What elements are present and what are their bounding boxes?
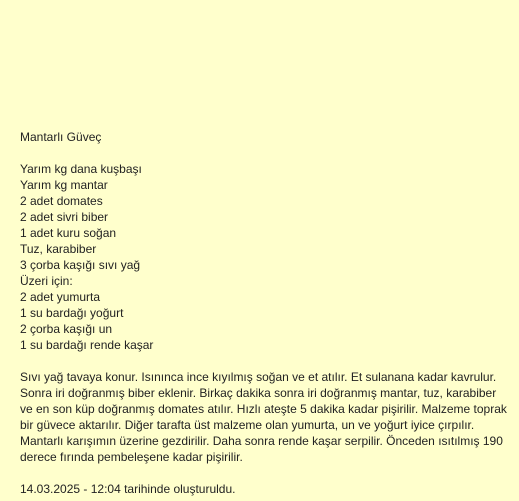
topping-item: 1 su bardağı rende kaşar — [20, 338, 154, 352]
recipe-document — [20, 129, 510, 497]
ingredient-list — [20, 161, 510, 273]
ingredient-item: 1 adet kuru soğan — [20, 226, 117, 240]
ingredient-item: Tuz, karabiber — [20, 242, 97, 256]
created-timestamp: 14.03.2025 - 12:04 tarihinde oluşturuldu. — [20, 482, 236, 496]
topping-list — [20, 289, 510, 353]
topping-item: 2 adet yumurta — [20, 290, 101, 304]
topping-item: 2 çorba kaşığı un — [20, 322, 113, 336]
topping-heading: Üzeri için: — [20, 274, 73, 288]
topping-item: 1 su bardağı yoğurt — [20, 306, 124, 320]
instructions-paragraph: Sıvı yağ tavaya konur. Isınınca ince kıyılmış soğan ve et atılır. Et sulanana kadar kavrulur. Sonra iri doğranmış biber eklenir. Birkaç dakika sonra iri doğranmış mantar, tuz, karabiber ve en son küp doğranmış domates atılır. Hızlı ateşte 5 dakika kadar pişirilir. Malzeme toprak bir güvece aktarılır. Diğer tarafta üst malzeme olan yumurta, un ve yoğurt iyice çırpılır. Mantarlı karışımın üzerine gezdirilir. Daha sonra rende kaşar serpilir. Önceden ısıtılmış 190 derece fırında pembeleşene kadar pişirilir. — [20, 370, 507, 464]
ingredient-item: 2 adet domates — [20, 194, 103, 208]
ingredient-item: 2 adet sivri biber — [20, 210, 109, 224]
ingredient-item: Yarım kg dana kuşbaşı — [20, 162, 142, 176]
spacer — [20, 353, 510, 369]
recipe-title: Mantarlı Güveç — [20, 130, 102, 144]
ingredient-item: Yarım kg mantar — [20, 178, 108, 192]
ingredient-item: 3 çorba kaşığı sıvı yağ — [20, 258, 141, 272]
